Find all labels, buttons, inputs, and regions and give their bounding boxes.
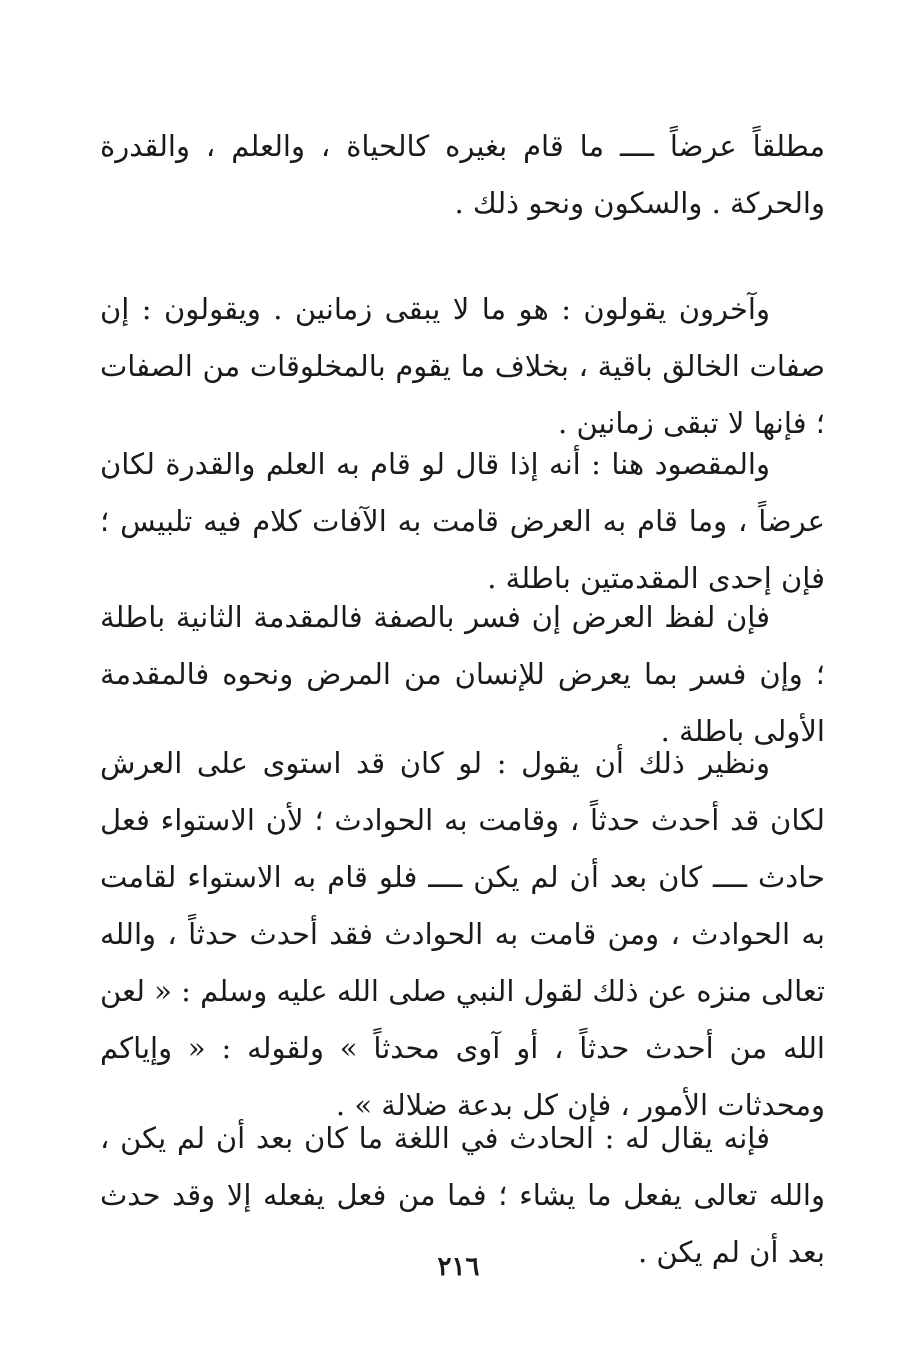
page-number: ٢١٦	[437, 1252, 480, 1282]
paragraph-2: وآخرون يقولون : هو ما لا يبقى زمانين . ويقولون : إن صفات الخالق باقية ، بخلاف ما يقوم بالمخلوقات من الصفات ؛ فإنها لا تبقى زمانين .	[100, 292, 825, 440]
paragraph-4: فإن لفظ العرض إن فسر بالصفة فالمقدمة الثانية باطلة ؛ وإن فسر بما يعرض للإنسان من المرض ونحوه فالمقدمة الأولى باطلة .	[100, 600, 825, 748]
paragraph-6: فإنه يقال له : الحادث في اللغة ما كان بعد أن لم يكن ، والله تعالى يفعل ما يشاء ؛ فما من فعل يفعله إلا وقد حدث بعد أن لم يكن .	[100, 1121, 825, 1269]
paragraph-3: والمقصود هنا : أنه إذا قال لو قام به العلم والقدرة لكان عرضاً ، وما قام به العرض قامت به الآفات كلام فيه تلبيس ؛ فإن إحدى المقدمتين باطلة .	[100, 447, 825, 595]
paragraph-1: مطلقاً عرضاً ــــ ما قام بغيره كالحياة ، والعلم ، والقدرة والحركة . والسكون ونحو ذلك .	[100, 129, 825, 220]
paragraph-5: ونظير ذلك أن يقول : لو كان قد استوى على العرش لكان قد أحدث حدثاً ، وقامت به الحوادث ؛ لأن الاستواء فعل حادث ــــ كان بعد أن لم يكن ــــ فلو قام به الاستواء لقامت به الحوادث ، ومن قامت به الحوادث فقد أحدث حدثاً ، والله تعالى منزه عن ذلك لقول النبي صلى الله عليه وسلم : « لعن الله من أحدث حدثاً ، أو آوى محدثاً » ولقوله : « وإياكم ومحدثات الأمور ، فإن كل بدعة ضلالة » .	[100, 746, 825, 1122]
